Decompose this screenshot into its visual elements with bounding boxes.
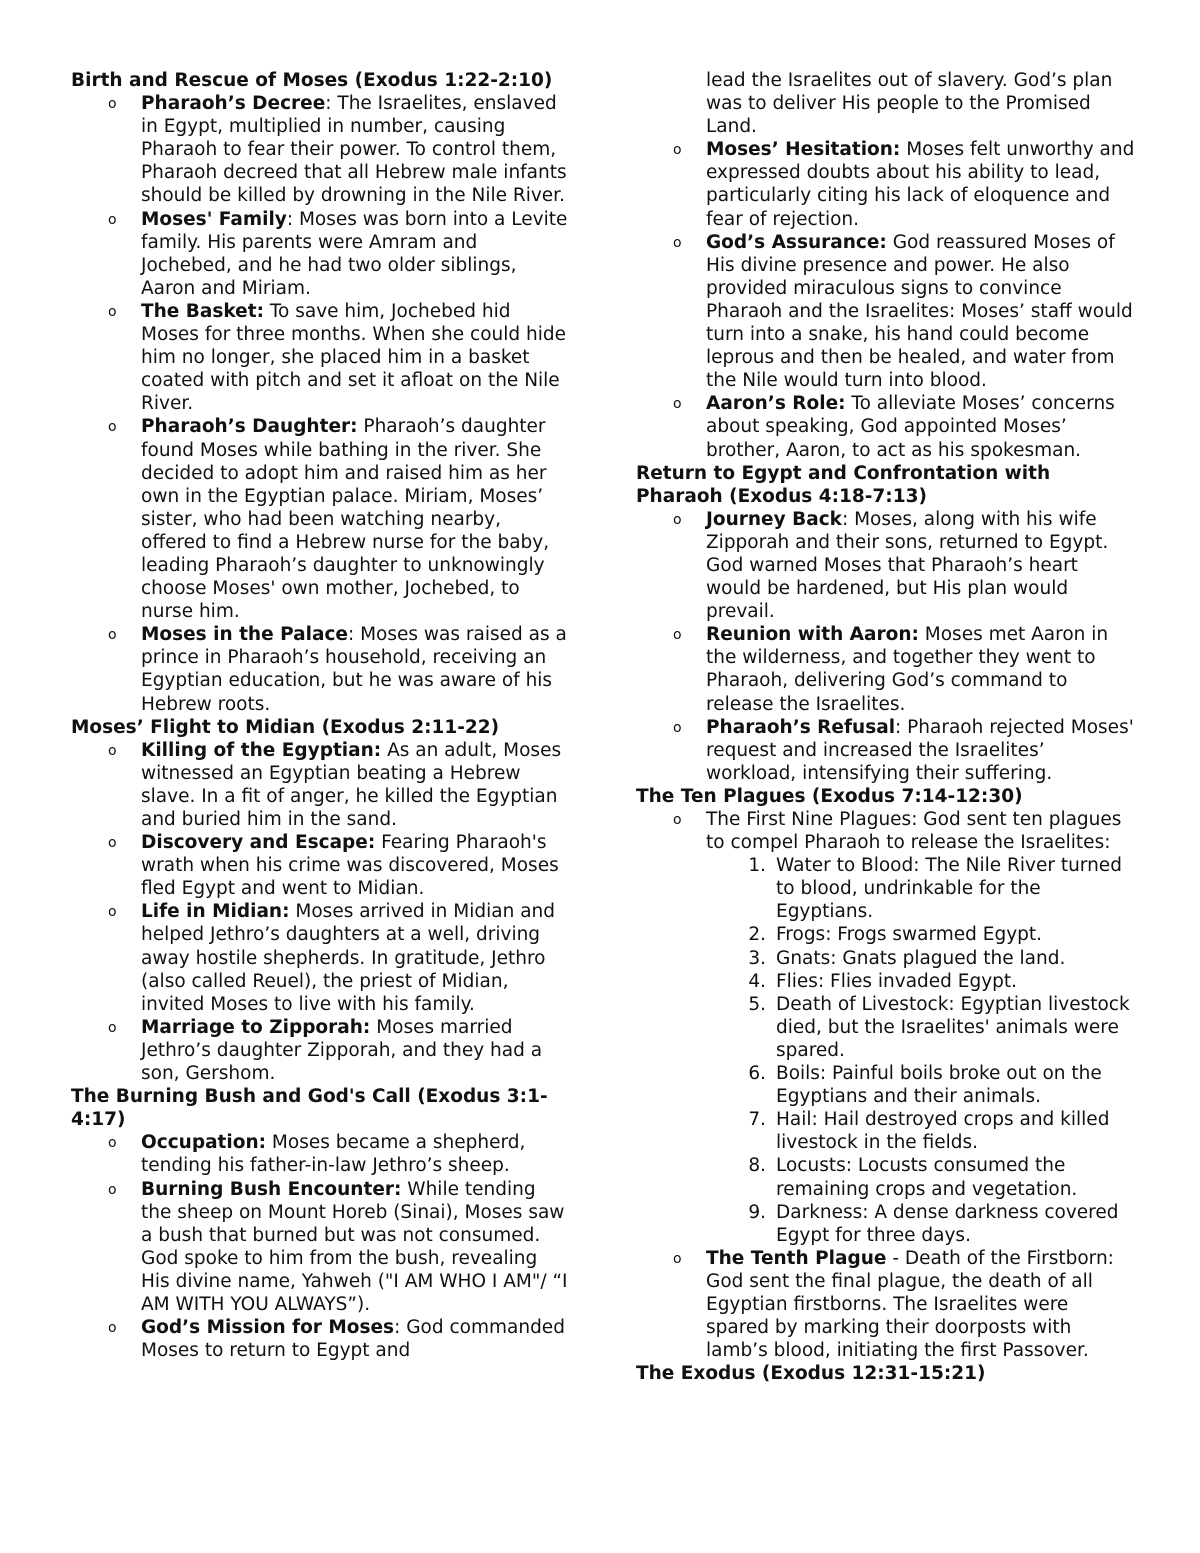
bullet-list [71,739,571,1085]
list-item [71,92,571,207]
item-text: While tending the sheep on Mount Horeb (Sinai), Moses saw a bush that burned but was not consumed. God spoke to him from the bush, revealing His divine name, Yahweh ("I AM WHO I AM"/ “I AM WITH YOU ALWAYS”). [141,1178,568,1315]
plague-number: 9. [748,1201,766,1223]
list-item [71,1016,571,1085]
plague-text: Boils: Painful boils broke out on the Egyptians and their animals. [776,1063,1102,1108]
list-item [636,808,1136,1247]
item-term: God’s Mission for Moses [141,1317,395,1339]
left-column [71,69,571,1362]
item-term: Moses’ Hesitation: [706,139,901,161]
list-item [636,231,1136,393]
plague-text: Hail: Hail destroyed crops and killed livestock in the fields. [776,1109,1110,1154]
plague-text: Flies: Flies invaded Egypt. [776,970,1018,992]
item-term: Moses' Family [141,208,287,230]
list-item [636,1247,1136,1362]
list-item [71,1178,571,1317]
list-item [71,415,571,623]
plague-item [706,1154,1136,1200]
plague-text: Locusts: Locusts consumed the remaining crops and vegetation. [776,1155,1078,1200]
item-text: : Moses, along with his wife Zipporah and their sons, returned to Egypt. God warned Moses that Pharaoh’s heart would be hardened, but His plan would prevail. [706,508,1109,623]
item-text: Moses became a shepherd, tending his father-in-law Jethro’s sheep. [141,1132,526,1177]
item-text: : Moses was raised as a prince in Pharaoh’s household, receiving an Egyptian education, but he was aware of his Hebrew roots. [141,624,567,715]
plague-number: 7. [748,1109,766,1131]
list-item [71,831,571,900]
section-heading-return: Return to Egypt and Confrontation with Pharaoh (Exodus 4:18-7:13) [636,462,1051,507]
bullet-list [71,92,571,716]
bullet-list [636,808,1136,1362]
item-term: Journey Back [706,508,842,530]
item-text: : Moses was born into a Levite family. His parents were Amram and Jochebed, and he had two older siblings, Aaron and Miriam. [141,208,568,299]
item-term: Occupation: [141,1132,267,1154]
item-term: Pharaoh’s Daughter: [141,416,358,438]
bullet-list [636,508,1136,785]
plague-item [706,854,1136,923]
plague-item [706,947,1136,970]
plague-list [706,854,1136,1247]
section-heading-birth: Birth and Rescue of Moses (Exodus 1:22-2:10) [71,70,553,91]
section-heading-plagues: The Ten Plagues (Exodus 7:14-12:30) [636,785,1023,807]
item-text: Moses married Jethro’s daughter Zipporah, and they had a son, Gershom. [141,1016,543,1085]
list-item [636,508,1136,623]
item-text: Pharaoh’s daughter found Moses while bathing in the river. She decided to adopt him and raised him as her own in the Egyptian palace. Miriam, Moses’ sister, who had been watching nearby, offered to find a Hebrew nurse for the baby, leading Pharaoh’s daughter to unknowingly choose Moses' own mother, Jochebed, to nurse him. [141,416,550,623]
list-item [636,716,1136,785]
bullet-list [71,1131,571,1362]
list-item [71,623,571,715]
first-nine-intro: The First Nine Plagues: God sent ten plagues to compel Pharaoh to release the Israelites: [706,809,1122,854]
plague-item [706,970,1136,993]
plague-number: 6. [748,1063,766,1085]
plague-item [706,923,1136,946]
item-text: To save him, Jochebed hid Moses for three months. When she could hide him no longer, she placed him in a basket coated with pitch and set it afloat on the Nile River. [141,300,567,415]
item-term: The Basket: [141,300,264,322]
item-text: Moses met Aaron in the wilderness, and together they went to Pharaoh, delivering God’s command to release the Israelites. [706,624,1109,715]
plague-text: Death of Livestock: Egyptian livestock died, but the Israelites' animals were spared. [776,993,1130,1061]
item-text: To alleviate Moses’ concerns about speaking, God appointed Moses’ brother, Aaron, to act as his spokesman. [706,393,1115,461]
item-text: lead the Israelites out of slavery. God’s plan was to deliver His people to the Promised Land. [706,70,1113,138]
item-text: : The Israelites, enslaved in Egypt, multiplied in number, causing Pharaoh to fear their power. To control them, Pharaoh decreed that all Hebrew male infants should be killed by drowning in the Nile River. [141,93,567,207]
plague-text: Frogs: Frogs swarmed Egypt. [776,924,1043,946]
list-item [636,623,1136,715]
item-term: Discovery and Escape: [141,832,376,854]
plague-number: 4. [748,970,766,992]
item-text: Fearing Pharaoh's wrath when his crime was discovered, Moses fled Egypt and went to Midian. [141,832,559,900]
plague-number: 8. [748,1155,766,1177]
plague-number: 2. [748,924,766,946]
plague-item [706,993,1136,1062]
item-text: God reassured Moses of His divine presence and power. He also provided miraculous signs to convince Pharaoh and the Israelites: Moses’ staff would turn into a snake, his hand could become leprous and then be healed, and water from the Nile would turn into blood. [706,231,1133,392]
item-term: Burning Bush Encounter: [141,1178,402,1200]
list-item [71,739,571,831]
item-text: As an adult, Moses witnessed an Egyptian beating a Hebrew slave. In a fit of anger, he killed the Egyptian and buried him in the sand. [141,739,562,830]
plague-text: Darkness: A dense darkness covered Egypt for three days. [776,1201,1119,1246]
item-text: Moses felt unworthy and expressed doubts about his ability to lead, particularly citing his lack of eloquence and fear of rejection. [706,139,1135,230]
plague-item [706,1108,1136,1154]
item-term: Pharaoh’s Decree [141,93,326,115]
item-term: Life in Midian: [141,901,290,923]
item-term: Reunion with Aaron: [706,624,919,646]
plague-number: 3. [748,947,766,969]
item-term: Aaron’s Role: [706,393,846,415]
item-term: Marriage to Zipporah: [141,1016,371,1038]
item-text: : Pharaoh rejected Moses' request and increased the Israelites’ workload, intensifying their suffering. [706,716,1134,784]
section-heading-exodus: The Exodus (Exodus 12:31-15:21) [636,1363,986,1385]
item-term: The Tenth Plague [706,1247,887,1269]
list-item [636,392,1136,461]
right-column [636,69,1136,1385]
plague-text: Water to Blood: The Nile River turned to blood, undrinkable for the Egyptians. [776,855,1122,923]
item-term: Pharaoh’s Refusal [706,716,896,738]
plague-item [706,1062,1136,1108]
bullet-list [636,69,1136,462]
list-item-continuation [636,69,1136,138]
item-term: God’s Assurance: [706,231,887,253]
plague-item [706,1201,1136,1247]
list-item [71,208,571,300]
list-item [71,300,571,415]
item-text: - Death of the Firstborn: God sent the final plague, the death of all Egyptian firstborns. The Israelites were spared by marking their doorposts with lamb’s blood, initiating the first Passover. [706,1247,1114,1362]
plague-number: 5. [748,993,766,1015]
plague-number: 1. [748,855,766,877]
item-text: Moses arrived in Midian and helped Jethro’s daughters at a well, driving away hostile shepherds. In gratitude, Jethro (also called Reuel), the priest of Midian, invited Moses to live with his family. [141,901,556,1015]
plague-text: Gnats: Gnats plagued the land. [776,947,1066,969]
item-term: Moses in the Palace [141,624,348,646]
list-item [71,1316,571,1362]
section-heading-flight: Moses’ Flight to Midian (Exodus 2:11-22) [71,716,500,738]
section-heading-burning-bush: The Burning Bush and God's Call (Exodus 3:1-4:17) [71,1086,548,1131]
item-term: Killing of the Egyptian: [141,739,382,761]
list-item [71,900,571,1015]
item-text: : God commanded Moses to return to Egypt and [141,1317,565,1362]
list-item [71,1131,571,1177]
list-item [636,138,1136,230]
